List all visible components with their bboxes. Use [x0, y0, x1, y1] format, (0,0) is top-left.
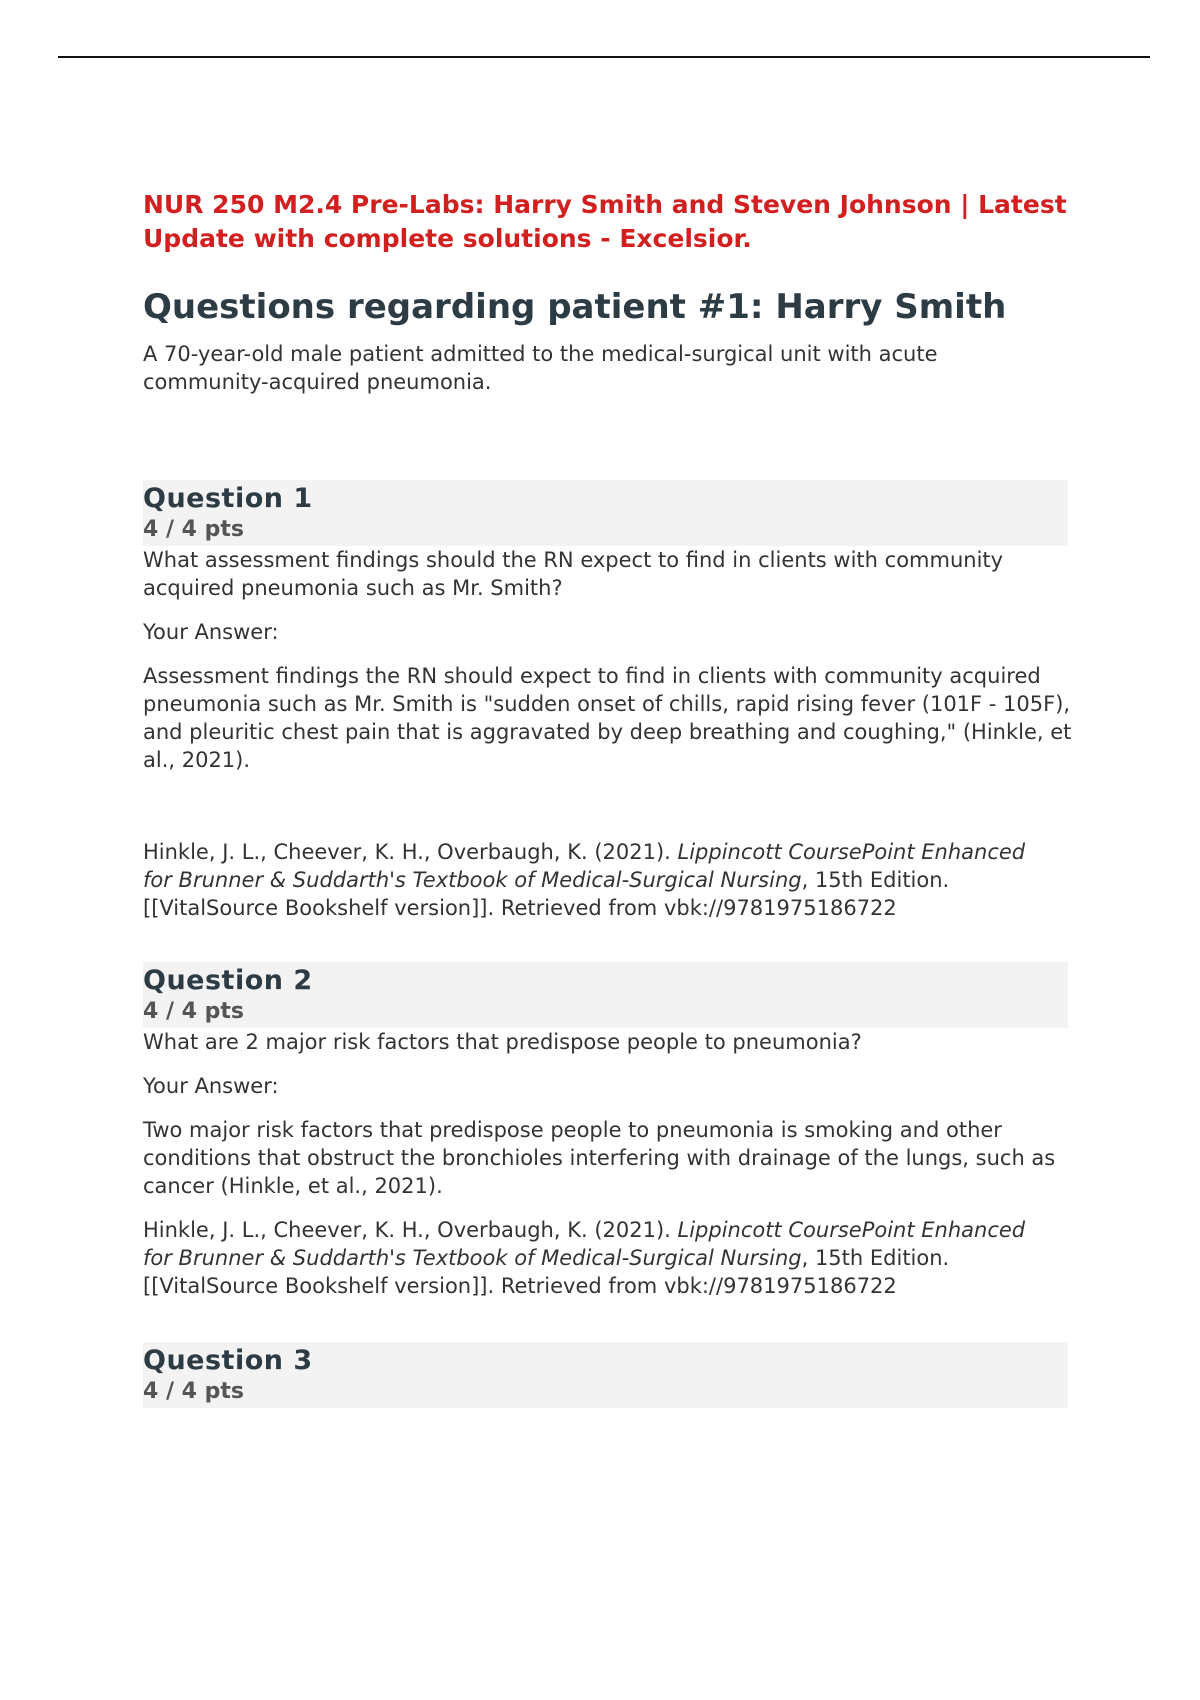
answer-text: Two major risk factors that predispose people to pneumonia is smoking and other conditions that obstruct the bronchioles interfering with drainage of the lungs, such as cancer (Hinkle, et al., 2021).: [143, 1118, 1056, 1198]
top-divider: [58, 56, 1150, 58]
question-block: [143, 962, 1073, 1300]
reference-details: , 15th Edition. [[VitalSource Bookshelf version]]. Retrieved from vbk://9781975186722: [143, 868, 950, 920]
document-content: [143, 188, 1073, 1408]
question-title: Question 3: [143, 1345, 313, 1376]
question-title: Question 2: [143, 965, 313, 996]
reference-citation: [143, 838, 1043, 922]
reference-book-title: Lippincott CoursePoint Enhanced for Brunner & Suddarth's Textbook of Medical-Surgical Nursing: [143, 840, 1026, 892]
section-heading: Questions regarding patient #1: Harry Smith: [143, 287, 1007, 327]
question-block: [143, 1342, 1073, 1408]
patient-description: A 70-year-old male patient admitted to the medical-surgical unit with acute community-acquired pneumonia.: [143, 342, 938, 394]
question-block: [143, 480, 1073, 922]
reference-book-title: Lippincott CoursePoint Enhanced for Brunner & Suddarth's Textbook of Medical-Surgical Nursing: [143, 1218, 1026, 1270]
question-points: 4 / 4 pts: [143, 1379, 244, 1404]
reference-citation: [143, 1216, 1043, 1300]
answer-label: Your Answer:: [143, 620, 279, 644]
question-header: [143, 480, 1068, 546]
question-header: [143, 1342, 1068, 1408]
question-text: What are 2 major risk factors that predispose people to pneumonia?: [143, 1030, 862, 1054]
reference-authors: Hinkle, J. L., Cheever, K. H., Overbaugh, K. (2021).: [143, 1218, 671, 1242]
question-title: Question 1: [143, 483, 313, 514]
question-header: [143, 962, 1068, 1028]
document-title: NUR 250 M2.4 Pre-Labs: Harry Smith and Steven Johnson | Latest Update with complete solutions - Excelsior.: [143, 190, 1067, 253]
reference-details: , 15th Edition. [[VitalSource Bookshelf version]]. Retrieved from vbk://9781975186722: [143, 1246, 950, 1298]
answer-text: Assessment findings the RN should expect to find in clients with community acquired pneumonia such as Mr. Smith is "sudden onset of chills, rapid rising fever (101F - 105F), and pleuritic chest pain that is aggravated by deep breathing and coughing," (Hinkle, et al., 2021).: [143, 664, 1072, 772]
question-text: What assessment findings should the RN expect to find in clients with community acquired pneumonia such as Mr. Smith?: [143, 548, 1004, 600]
reference-authors: Hinkle, J. L., Cheever, K. H., Overbaugh, K. (2021).: [143, 840, 671, 864]
answer-label: Your Answer:: [143, 1074, 279, 1098]
question-points: 4 / 4 pts: [143, 999, 244, 1024]
question-points: 4 / 4 pts: [143, 517, 244, 542]
